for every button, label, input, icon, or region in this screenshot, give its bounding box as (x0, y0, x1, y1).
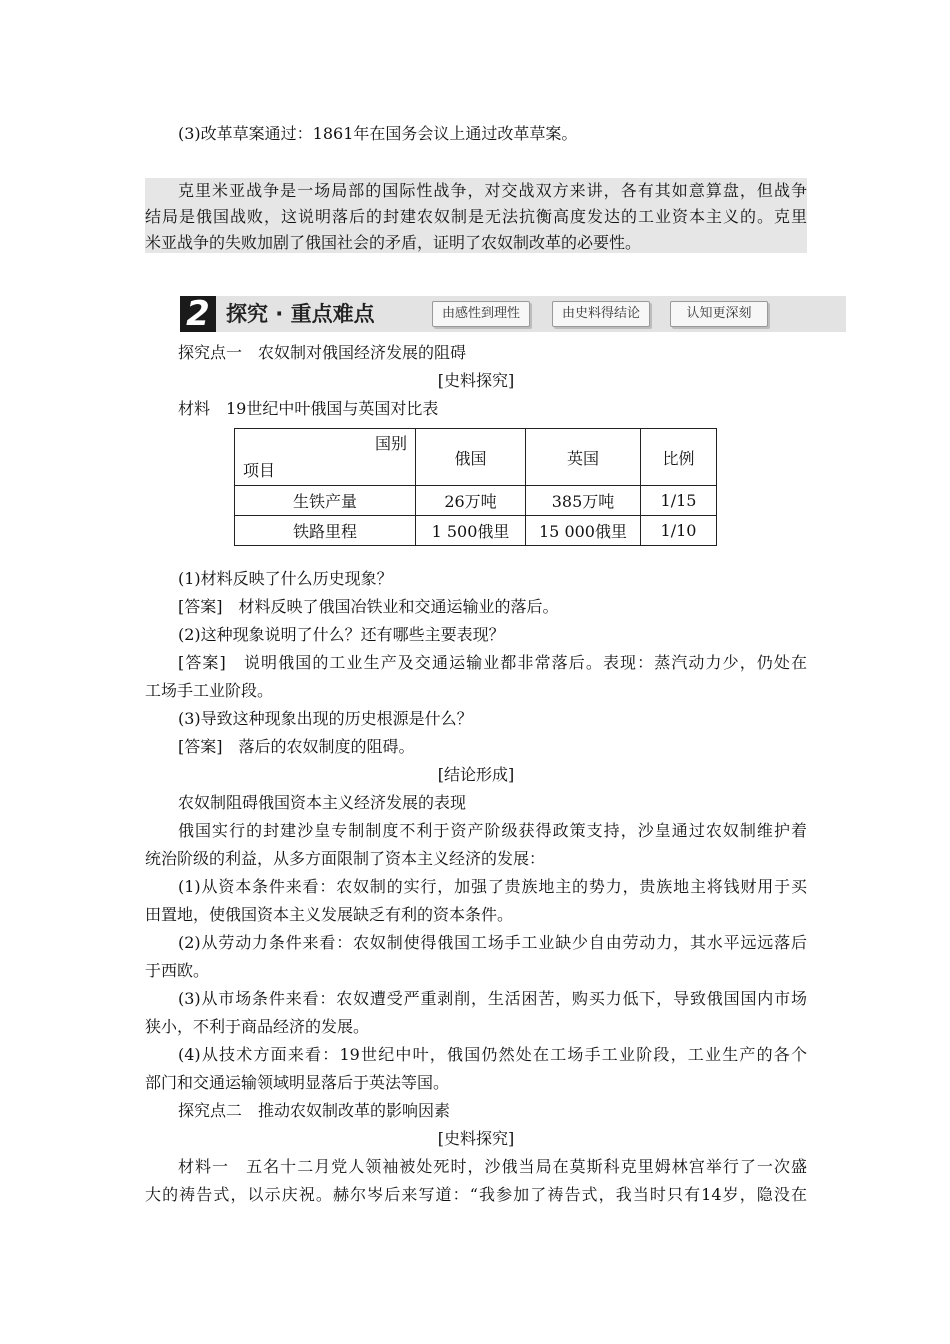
heading-source-inquiry-2: [史料探究] (437, 1129, 515, 1148)
table-row (235, 486, 717, 516)
cell-britain: 385万吨 (526, 486, 641, 516)
header-country: 国别 (374, 434, 407, 453)
material-1-line-2: 大的祷告式，以示庆祝。赫尔岑后来写道：“我参加了祷告式，我当时只有14岁，隐没在 (145, 1185, 807, 1204)
cell-item: 铁路里程 (235, 516, 416, 546)
header-russia: 俄国 (416, 429, 526, 486)
question-2: (2)这种现象说明了什么？还有哪些主要表现？ (178, 625, 505, 644)
cell-ratio: 1/10 (641, 516, 717, 546)
conclusion-4-line-2: 部门和交通运输领域明显落后于英法等国。 (145, 1073, 450, 1092)
question-3: (3)导致这种现象出现的历史根源是什么？ (178, 709, 473, 728)
banner-tag-1: 由感性到理性 (432, 301, 530, 327)
table-header-row (235, 429, 717, 486)
note-line-3: 米亚战争的失败加剧了俄国社会的矛盾，证明了农奴制改革的必要性。 (145, 233, 642, 252)
table-row (235, 516, 717, 546)
conclusion-title: 农奴制阻碍俄国资本主义经济发展的表现 (178, 793, 467, 812)
cell-russia: 26万吨 (416, 486, 526, 516)
conclusion-intro-line-2: 统治阶级的利益，从多方面限制了资本主义经济的发展： (145, 849, 546, 868)
material-1-line-1: 材料一 五名十二月党人领袖被处死时，沙俄当局在莫斯科克里姆林宫举行了一次盛 (178, 1157, 807, 1176)
answer-1: [答案] 材料反映了俄国冶铁业和交通运输业的落后。 (178, 597, 559, 616)
conclusion-1-line-1: (1)从资本条件来看：农奴制的实行，加强了贵族地主的势力，贵族地主将钱财用于买 (178, 877, 807, 896)
banner-tag-3: 认知更深刻 (670, 301, 768, 327)
cell-britain: 15 000俄里 (526, 516, 641, 546)
answer-2-line-2: 工场手工业阶段。 (145, 681, 274, 700)
diagonal-header-cell (235, 429, 416, 486)
paragraph-reform-draft: (3)改革草案通过：1861年在国务会议上通过改革草案。 (178, 124, 578, 143)
answer-3: [答案] 落后的农奴制度的阻碍。 (178, 737, 415, 756)
note-line-2: 结局是俄国战败，这说明落后的封建农奴制是无法抗衡高度发达的工业资本主义的。克里 (145, 207, 807, 226)
conclusion-4-line-1: (4)从技术方面来看：19世纪中叶，俄国仍然处在工场手工业阶段，工业生产的各个 (178, 1045, 807, 1064)
question-1: (1)材料反映了什么历史现象？ (178, 569, 393, 588)
heading-conclusion: [结论形成] (437, 765, 515, 784)
heading-source-inquiry-1: [史料探究] (437, 371, 515, 390)
material-caption: 材料 19世纪中叶俄国与英国对比表 (178, 399, 439, 418)
header-ratio: 比例 (641, 429, 717, 486)
conclusion-intro-line-1: 俄国实行的封建沙皇专制制度不利于资产阶级获得政策支持，沙皇通过农奴制维护着 (178, 821, 807, 840)
cell-ratio: 1/15 (641, 486, 717, 516)
conclusion-2-line-1: (2)从劳动力条件来看：农奴制使得俄国工场手工业缺少自由劳动力，其水平远远落后 (178, 933, 807, 952)
conclusion-2-line-2: 于西欧。 (145, 961, 210, 980)
answer-2-line-1: [答案] 说明俄国的工业生产及交通运输业都非常落后。表现：蒸汽动力少，仍处在 (178, 653, 807, 672)
conclusion-1-line-2: 田置地，使俄国资本主义发展缺乏有利的资本条件。 (145, 905, 514, 924)
comparison-table (234, 428, 717, 546)
cell-russia: 1 500俄里 (416, 516, 526, 546)
note-line-1: 克里米亚战争是一场局部的国际性战争，对交战双方来讲，各有其如意算盘，但战争 (178, 181, 807, 200)
section-number: 2 (180, 296, 216, 332)
inquiry-point-1-title: 探究点一 农奴制对俄国经济发展的阻碍 (178, 343, 467, 362)
header-item: 项目 (243, 461, 276, 480)
conclusion-3-line-2: 狭小，不利于商品经济的发展。 (145, 1017, 370, 1036)
banner-tag-2: 由史料得结论 (552, 301, 650, 327)
section-banner (180, 296, 846, 332)
cell-item: 生铁产量 (235, 486, 416, 516)
section-title: 探究 · 重点难点 (226, 302, 375, 326)
inquiry-point-2-title: 探究点二 推动农奴制改革的影响因素 (178, 1101, 451, 1120)
conclusion-3-line-1: (3)从市场条件来看：农奴遭受严重剥削，生活困苦，购买力低下，导致俄国国内市场 (178, 989, 807, 1008)
header-britain: 英国 (526, 429, 641, 486)
